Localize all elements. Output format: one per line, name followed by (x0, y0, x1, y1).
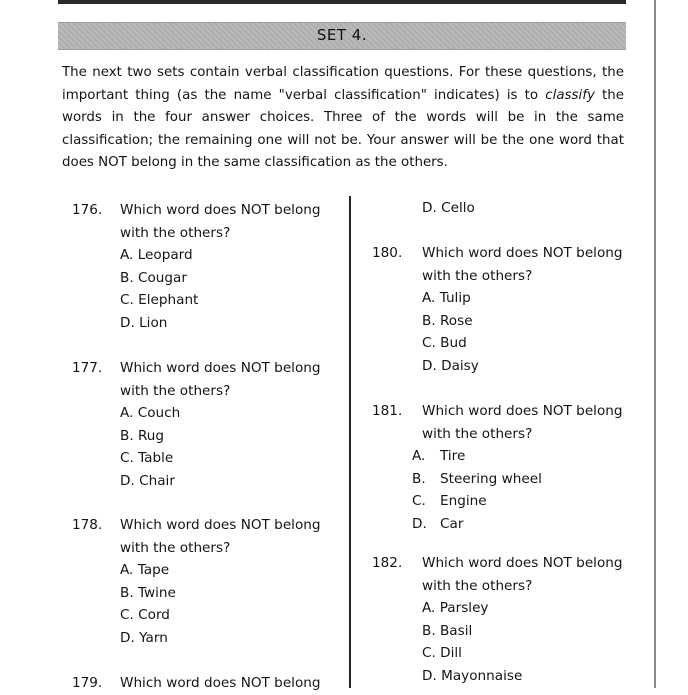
question-number: 181. (372, 403, 403, 419)
question-text: Which word does NOT belong (422, 403, 623, 419)
question-text-cont: with the others? (120, 382, 231, 399)
answer-option: C. Cord (120, 607, 170, 624)
question-text: Which word does NOT belong (120, 360, 321, 376)
answer-option: B. Twine (120, 584, 176, 601)
answer-option: B. Cougar (120, 269, 187, 286)
column-divider (349, 196, 351, 688)
question-number: 176. (72, 202, 103, 218)
question-text: Which word does NOT belong (120, 202, 321, 218)
answer-option: B. Rug (120, 427, 165, 444)
top-rule (58, 0, 626, 4)
answer-option: B. Rose (422, 312, 473, 329)
intro-text-2: the words in the four answer choices. Three of the words will be in the same classification; the remaining one will not be. Your answer will be the one word that does NOT belong in the same classification as the others. (62, 87, 624, 171)
answer-option: C. Elephant (120, 292, 199, 309)
intro-emphasis: classify (545, 87, 595, 103)
question-number: 182. (372, 555, 403, 571)
answer-option: D. Daisy (422, 357, 479, 374)
answer-option: D. Mayonnaise (422, 667, 523, 684)
question-text-cont: with the others? (120, 539, 231, 556)
question-text-cont: with the others? (422, 267, 533, 284)
question-text-cont: with the others? (422, 577, 533, 594)
question-179-continuation (372, 197, 642, 220)
answer-option: C. Table (120, 450, 174, 467)
question-text-cont: with the others? (422, 425, 533, 442)
question-text-cont: with the others? (120, 224, 231, 241)
answer-option: C. Bud (422, 335, 467, 352)
question-182 (372, 552, 642, 688)
answer-option: A. Tape (120, 562, 170, 579)
question-180 (372, 242, 642, 378)
question-text: Which word does NOT belong (422, 245, 623, 261)
question-text: Which word does NOT belong (422, 555, 623, 571)
page-edge (654, 0, 656, 688)
question-text: Which word does NOT belong (120, 675, 321, 691)
question-181: 181. Which word does NOT belong with the others? A. Tire B. Steering wheel C. Engine D. Car (372, 400, 642, 536)
answer-option: D. Yarn (120, 629, 168, 646)
answer-option: B. Basil (422, 622, 473, 639)
answer-option: C. Dill (422, 645, 462, 662)
question-number: 178. (72, 517, 103, 533)
question-text: Which word does NOT belong (120, 517, 321, 533)
answer-option: A. Couch (120, 405, 181, 422)
answer-option: D. Cello (422, 200, 475, 216)
set-banner (58, 22, 626, 50)
question-178 (72, 514, 342, 650)
question-number: 177. (72, 360, 103, 376)
question-number: 179. (72, 675, 103, 691)
question-176 (72, 199, 342, 335)
answer-option: A. Leopard (120, 247, 193, 264)
question-179 (72, 672, 342, 695)
answer-option: A. Tulip (422, 290, 471, 307)
intro-text-1: The next two sets contain verbal classification questions. For these questions, the important thing (as the name "verbal classification" indicates) is to (62, 65, 624, 103)
answer-option: D. Lion (120, 314, 168, 331)
question-number: 180. (372, 245, 403, 261)
answer-option: A. Parsley (422, 600, 489, 617)
set-title: SET 4. (316, 26, 368, 44)
question-177 (72, 357, 342, 493)
answer-option: D. Chair (120, 472, 175, 489)
intro-paragraph (62, 62, 624, 175)
